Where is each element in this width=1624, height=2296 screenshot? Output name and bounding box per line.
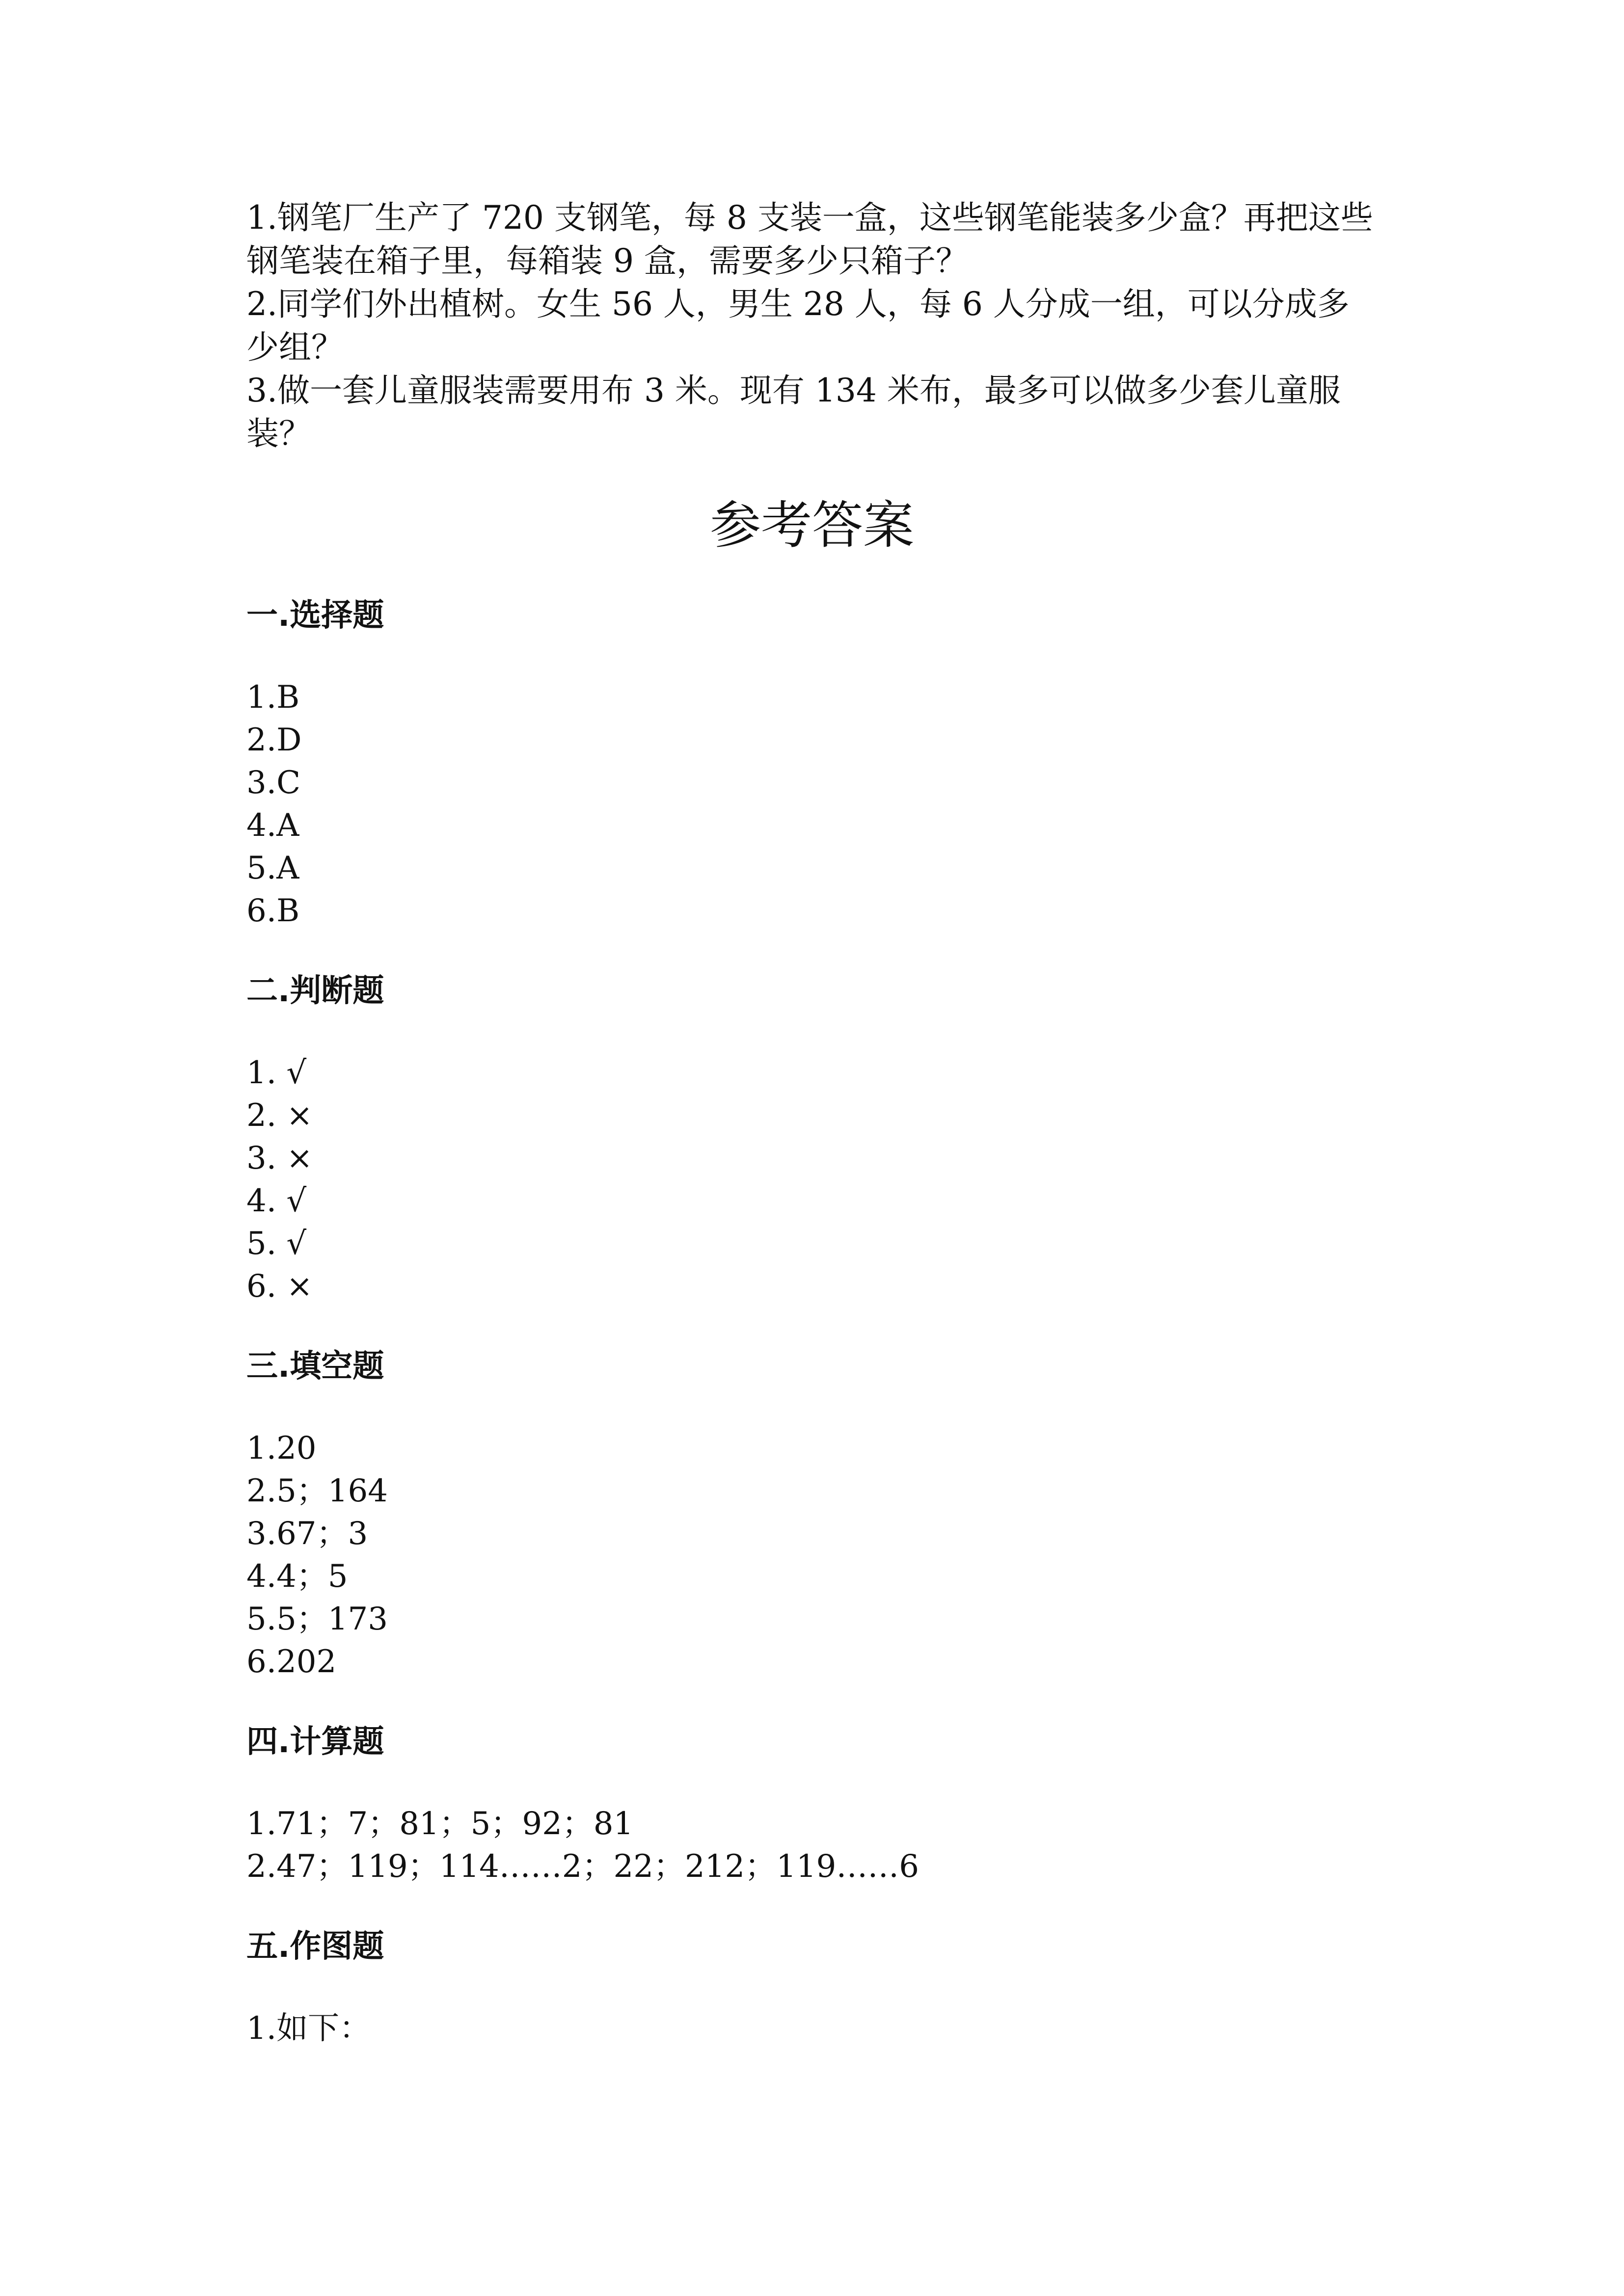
section-heading: 一.选择题 — [246, 597, 384, 634]
section-heading: 三.填空题 — [246, 1348, 384, 1385]
answer-line: 2.D — [246, 722, 302, 758]
problem-1: 1.钢笔厂生产了 720 支钢笔，每 8 支装一盒，这些钢笔能装多少盒？再把这些钢笔装在箱子里，每箱装 9 盒，需要多少只箱子？ — [246, 199, 1373, 280]
answer-line: 1.20 — [246, 1430, 317, 1467]
answer-line: 4. √ — [246, 1183, 307, 1219]
answer-line: 3. × — [246, 1140, 313, 1176]
problem-2: 2.同学们外出植树。女生 56 人，男生 28 人，每 6 人分成一组，可以分成多少组？ — [246, 285, 1350, 366]
section-true-false — [246, 969, 1376, 1308]
answer-line: 6.B — [246, 893, 300, 929]
answer-line: 4.4；5 — [246, 1558, 348, 1595]
answer-line: 3.67；3 — [246, 1516, 368, 1552]
answer-line: 1. √ — [246, 1055, 307, 1091]
answer-line: 1.B — [246, 679, 300, 716]
word-problems — [246, 196, 1376, 455]
answer-key — [246, 594, 1376, 2050]
section-calculation — [246, 1720, 1376, 1888]
answer-line: 5.A — [246, 850, 299, 886]
answer-line: 2.5；164 — [246, 1473, 388, 1509]
section-heading: 二.判断题 — [246, 973, 384, 1009]
section-heading: 四.计算题 — [246, 1724, 384, 1760]
answer-line: 2. × — [246, 1097, 313, 1134]
answers-title: 参考答案 — [709, 495, 914, 555]
answer-line: 6. × — [246, 1268, 313, 1305]
answer-line: 2.47；119；114……2；22；212；119……6 — [246, 1848, 919, 1885]
answer-line: 5. √ — [246, 1226, 307, 1262]
answer-line: 1.71；7；81；5；92；81 — [246, 1806, 634, 1842]
section-multiple-choice — [246, 594, 1376, 933]
problem-3: 3.做一套儿童服装需要用布 3 米。现有 134 米布，最多可以做多少套儿童服装？ — [246, 372, 1341, 453]
section-drawing — [246, 1925, 1376, 2050]
answer-line: 5.5；173 — [246, 1601, 388, 1637]
answer-line: 4.A — [246, 807, 299, 844]
answer-line: 3.C — [246, 765, 301, 801]
answer-line: 1.如下： — [246, 2010, 371, 2047]
answer-line: 6.202 — [246, 1644, 337, 1680]
section-fill-blank — [246, 1345, 1376, 1683]
section-heading: 五.作图题 — [246, 1928, 384, 1965]
